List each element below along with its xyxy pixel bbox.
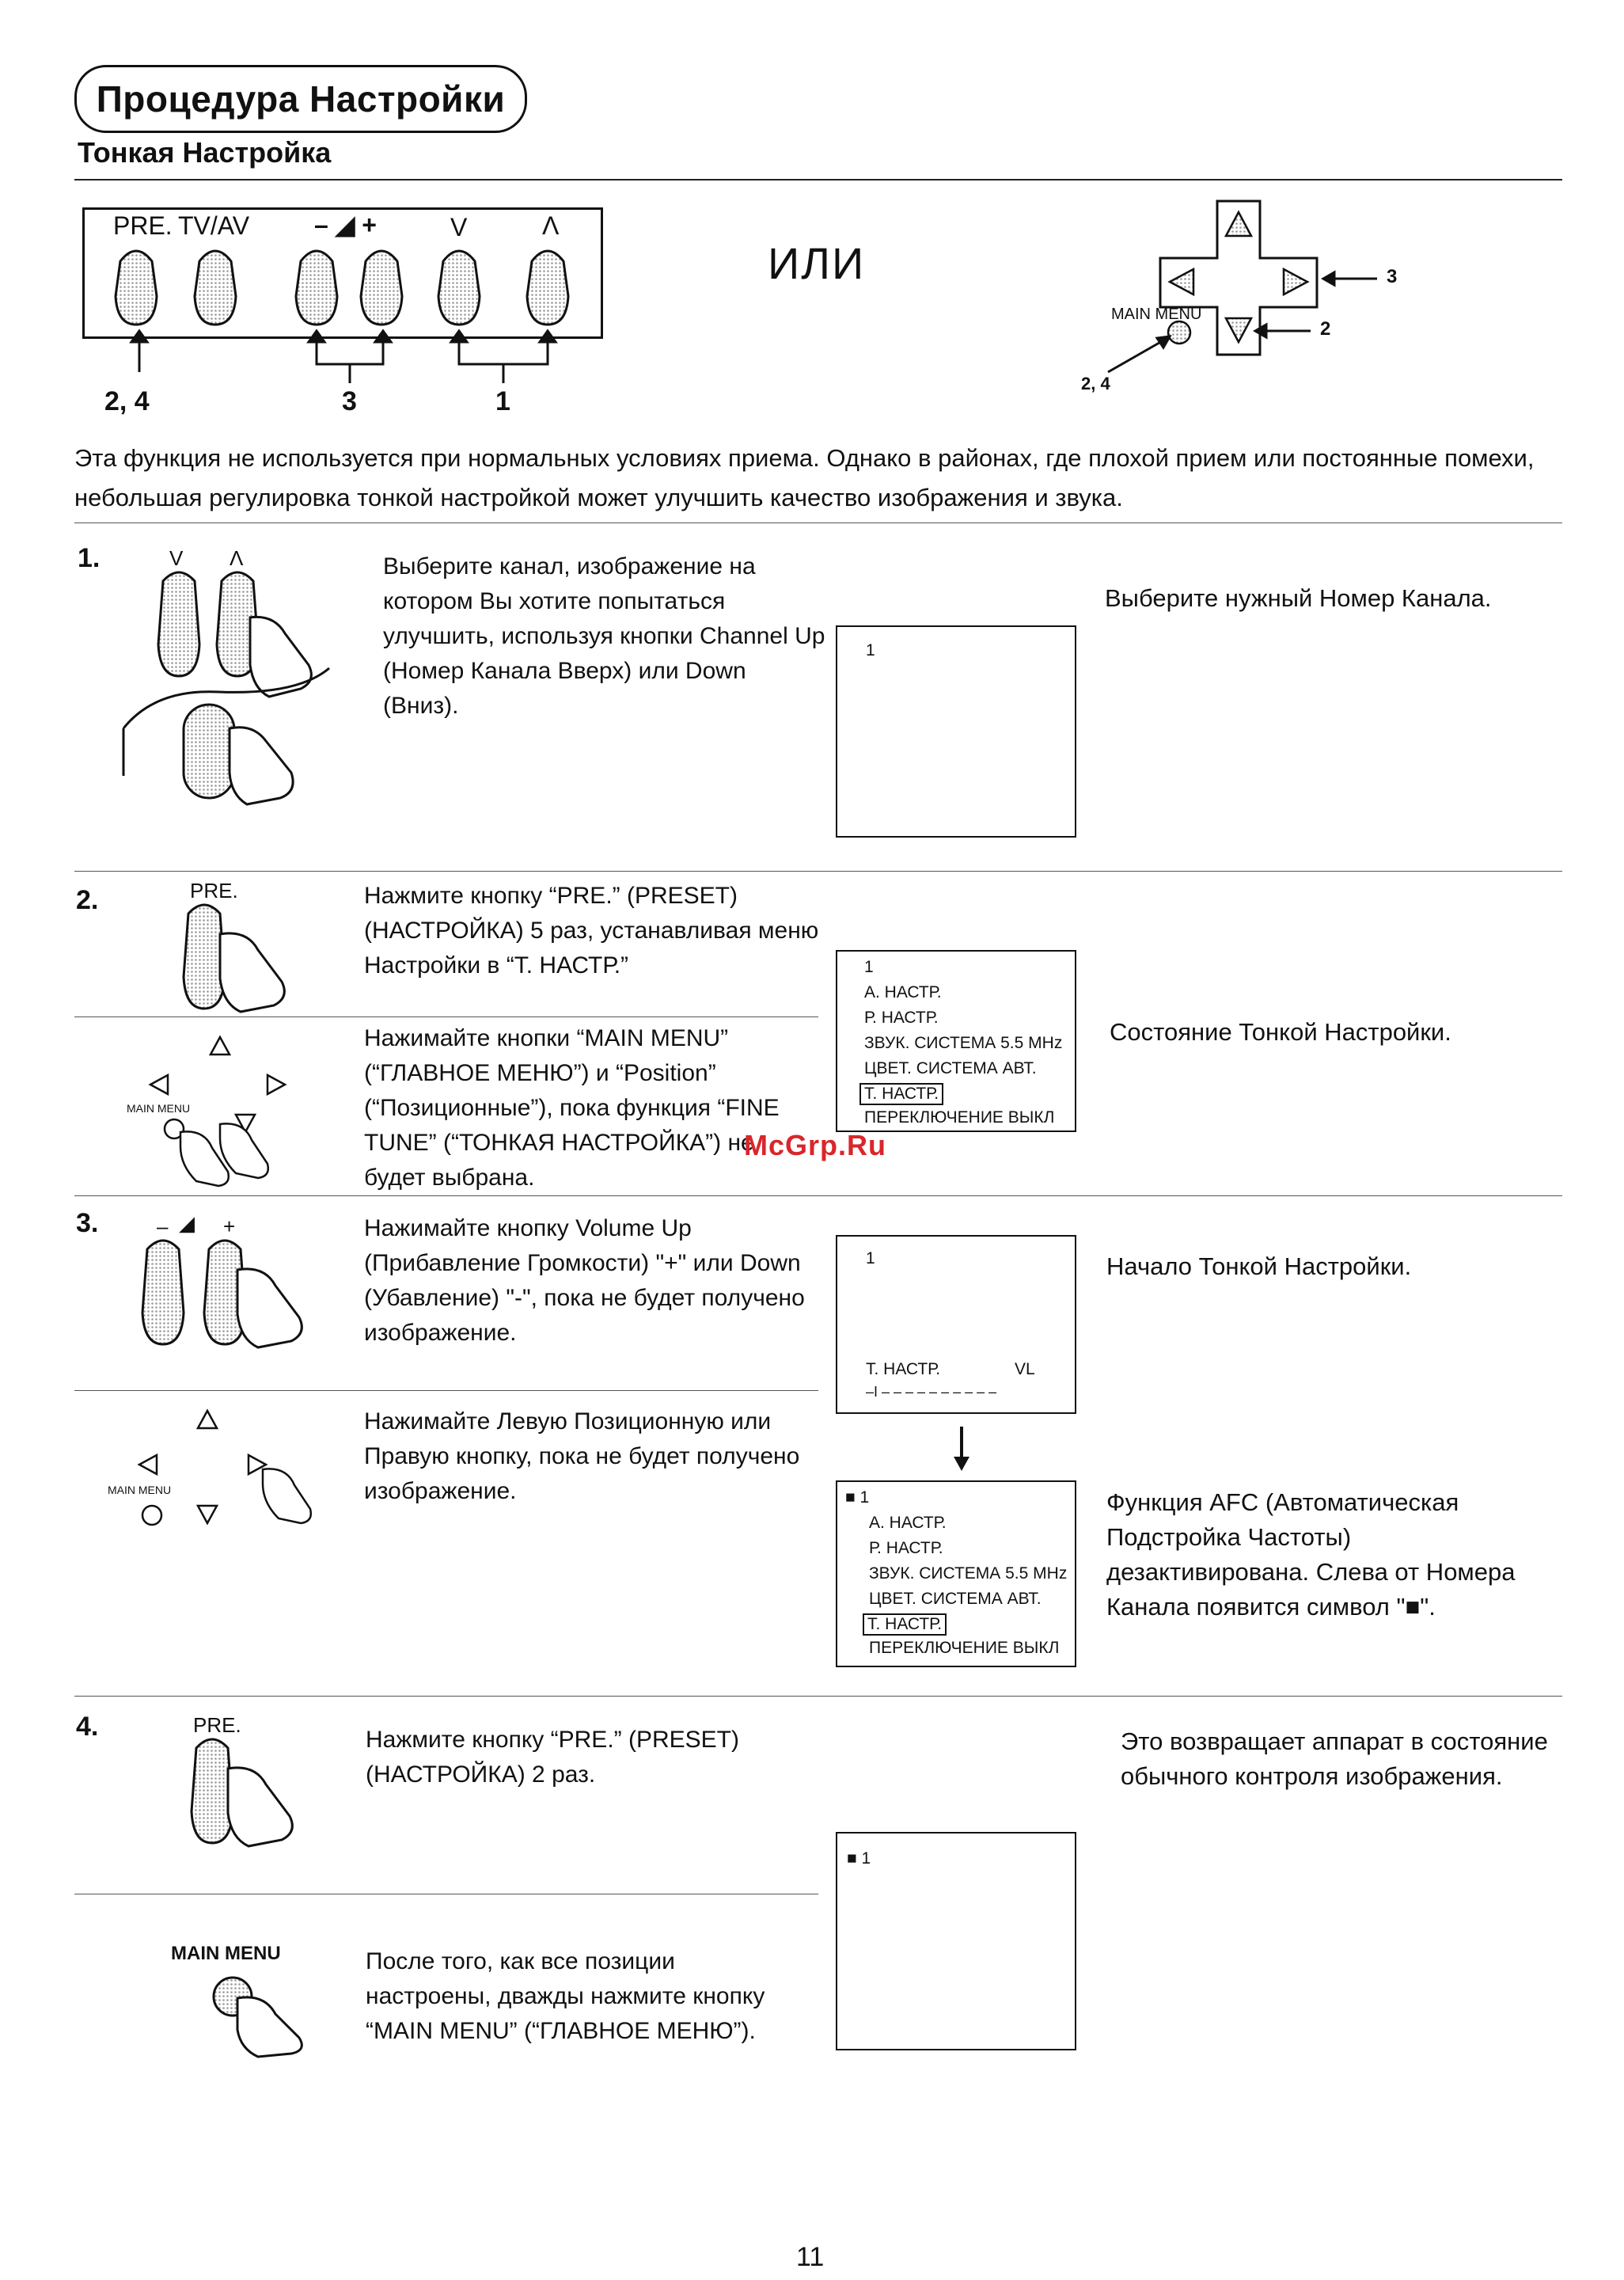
or-text: ИЛИ xyxy=(768,238,866,288)
label-pre: PRE. xyxy=(113,211,173,240)
dpad-main-menu-label: MAIN MENU xyxy=(1111,306,1202,323)
step-3-screen-b xyxy=(836,1480,1076,1667)
callout-2-4: 2, 4 xyxy=(104,386,150,416)
down-arrow-icon xyxy=(950,1425,973,1472)
ch-up-button xyxy=(527,251,568,325)
step-3-dpad-hand-icon xyxy=(95,1403,332,1537)
step-1-screen xyxy=(836,625,1076,838)
screen-channel: 1 xyxy=(866,641,875,659)
divider xyxy=(74,1390,818,1391)
divider xyxy=(74,1016,818,1017)
step-2-result: Состояние Тонкой Настройки. xyxy=(1110,1018,1451,1046)
screen-line: ЗВУК. СИСТЕМА 5.5 MHz xyxy=(864,1034,1063,1052)
step-1-ch-up-label: Λ xyxy=(230,546,244,570)
screen-line: ПЕРЕКЛЮЧЕНИЕ ВЫКЛ xyxy=(869,1639,1060,1657)
step-2-hand-pre-icon xyxy=(174,902,332,1013)
dpad-callout-2: 2 xyxy=(1320,318,1331,340)
page-title: Процедура Настройки xyxy=(74,65,527,133)
vol-minus-button xyxy=(296,251,337,325)
screen-vl-label: VL xyxy=(1015,1360,1035,1378)
screen-line: 1 xyxy=(864,958,874,976)
screen-line: Т. НАСТР. xyxy=(866,1360,941,1378)
tvav-button xyxy=(195,251,236,325)
step-4-hand-pre-icon xyxy=(182,1737,340,1848)
step-3-number: 3. xyxy=(76,1208,99,1238)
divider xyxy=(74,871,1562,872)
screen-line: ЦВЕТ. СИСТЕМА АВТ. xyxy=(869,1590,1042,1608)
screen-line-selected: Т. НАСТР. xyxy=(859,1083,943,1105)
screen-line: Р. НАСТР. xyxy=(864,1009,939,1027)
step-1-text: Выберите канал, изображение на котором Вы хотите попытаться улучшить, используя кнопки Channel Up (Номер Канала Вверх) или Down (Вниз). xyxy=(383,553,825,719)
step-3-main-menu-label: MAIN MENU xyxy=(108,1484,172,1496)
divider xyxy=(74,522,1562,523)
label-tvav: TV/AV xyxy=(178,211,250,240)
step-4-number: 4. xyxy=(76,1712,99,1742)
step-3-plus-label: + xyxy=(223,1214,236,1238)
step-2-text-b: Нажимайте кнопки “MAIN MENU” (“ГЛАВНОЕ МЕНЮ”) и “Position” (“Позиционные”), пока функция “FINE TUNE” (“ТОНКАЯ НАСТРОЙКА”) не будет выбрана. xyxy=(364,1025,780,1191)
step-4-text-b: После того, как все позиции настроены, дважды нажмите кнопку “MAIN MENU” (“ГЛАВНОЕ МЕНЮ”). xyxy=(366,1948,765,2044)
screen-channel: 1 xyxy=(866,1249,875,1267)
label-ch-up: Λ xyxy=(542,211,560,240)
step-4-text-a: Нажмите кнопку “PRE.” (PRESET) (НАСТРОЙКА) 2 раз. xyxy=(366,1727,739,1788)
step-3-result-b: Функция AFC (Автоматическая Подстройка Частоты) дезактивирована. Слева от Номера Канала появится символ "■". xyxy=(1106,1488,1516,1621)
step-3-hand-volume-icon xyxy=(135,1238,340,1365)
screen-line: Р. НАСТР. xyxy=(869,1539,943,1557)
step-4-main-menu-hand-icon xyxy=(206,1966,332,2054)
intro-paragraph: Эта функция не используется при нормальных условиях приема. Однако в районах, где плохой прием или постоянные помехи, небольшая регулировка тонкой настройкой может улучшить качество изображения и звука. xyxy=(74,444,1535,511)
screen-line: ЦВЕТ. СИСТЕМА АВТ. xyxy=(864,1059,1037,1077)
remote-buttons-drawing xyxy=(0,0,1624,443)
screen-line: А. НАСТР. xyxy=(869,1514,947,1532)
ch-down-button xyxy=(438,251,480,325)
vol-plus-button xyxy=(361,251,402,325)
callout-3: 3 xyxy=(342,386,357,416)
section-subtitle: Тонкая Настройка xyxy=(78,136,332,169)
screen-line: ЗВУК. СИСТЕМА 5.5 MHz xyxy=(869,1564,1068,1583)
step-4-main-menu-label: MAIN MENU xyxy=(171,1943,281,1964)
screen-line: ■ 1 xyxy=(845,1488,870,1507)
step-1-hand-icon xyxy=(111,570,348,808)
step-3-minus-label: – xyxy=(157,1214,169,1238)
screen-line-selected: Т. НАСТР. xyxy=(863,1613,947,1636)
step-3-volume-icon: ◢ xyxy=(179,1211,195,1235)
step-1-ch-down-label: V xyxy=(169,546,184,570)
divider xyxy=(74,1195,1562,1196)
screen-tuning-bar: –I – – – – – – – – – – xyxy=(866,1384,997,1400)
step-2-text-a: Нажмите кнопку “PRE.” (PRESET) (НАСТРОЙКА) 5 раз, устанавливая меню Настройки в “Т. НАСТР.” xyxy=(364,883,819,978)
step-2-main-menu-label: MAIN MENU xyxy=(127,1102,191,1115)
screen-line: А. НАСТР. xyxy=(864,983,942,1001)
step-4-pre-label: PRE. xyxy=(193,1713,241,1737)
screen-line: ПЕРЕКЛЮЧЕНИЕ ВЫКЛ xyxy=(864,1108,1055,1127)
dpad-callout-2-4: 2, 4 xyxy=(1081,374,1110,393)
step-3-text-b: Нажимайте Левую Позиционную или Правую кнопку, пока не будет получено изображение. xyxy=(364,1408,800,1504)
callout-1: 1 xyxy=(495,386,510,416)
step-3-screen-a xyxy=(836,1235,1076,1414)
label-ch-down: V xyxy=(450,213,468,241)
step-2-screen xyxy=(836,950,1076,1132)
watermark: McGrp.Ru xyxy=(744,1129,887,1161)
step-4-screen xyxy=(836,1832,1076,2050)
step-1-result: Выберите нужный Номер Канала. xyxy=(1105,584,1492,612)
divider xyxy=(74,1696,1562,1697)
label-volume: – ◢ + xyxy=(314,211,377,239)
screen-channel: ■ 1 xyxy=(847,1849,871,1868)
step-3-result-a: Начало Тонкой Настройки. xyxy=(1106,1252,1412,1280)
step-4-result: Это возвращает аппарат в состояние обычного контроля изображения. xyxy=(1121,1727,1548,1790)
dpad-callout-3: 3 xyxy=(1387,266,1398,287)
step-1-number: 1. xyxy=(78,543,101,573)
step-3-text-a: Нажимайте кнопку Volume Up (Прибавление Громкости) "+" или Down (Убавление) "-", пока не будет получено изображение. xyxy=(364,1215,805,1346)
step-2-number: 2. xyxy=(76,885,99,915)
step-2-pre-label: PRE. xyxy=(190,879,238,902)
pre-button xyxy=(116,251,157,325)
page-number: 11 xyxy=(796,2242,825,2272)
